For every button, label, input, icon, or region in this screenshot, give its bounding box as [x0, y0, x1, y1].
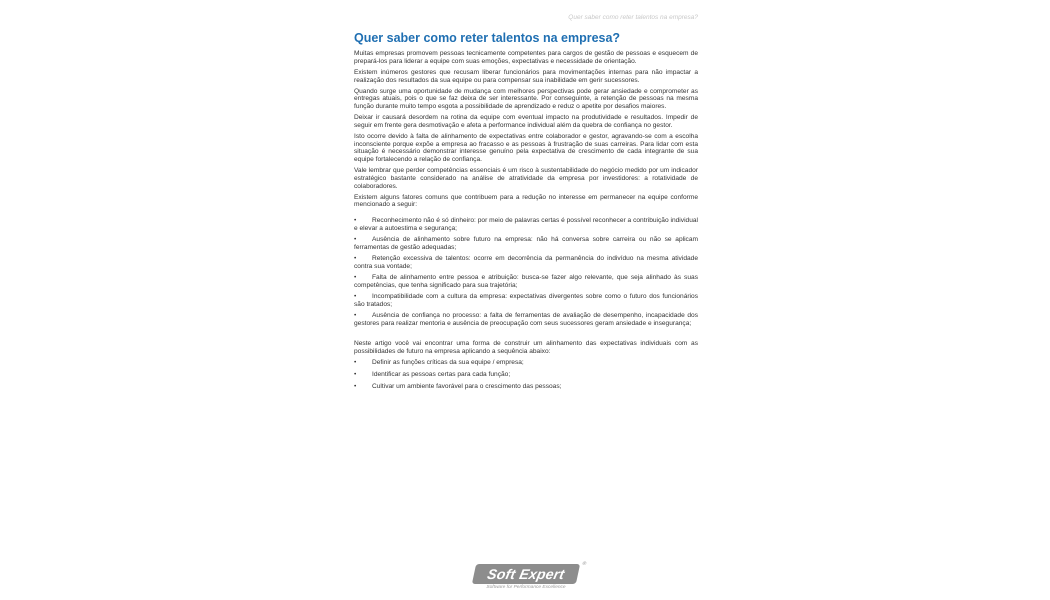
- paragraph: Quando surge uma oportunidade de mudança com melhores perspectivas pode gerar ansiedade e comprometer as entregas atuais, pois o que se faz deixa de ser interessante. Por conseguinte, a retenção de pessoas na mesma função durante muito tempo esgota a possibilidade de aprendizado e reduz o apetite por desafios maiores.: [354, 87, 698, 110]
- list-item: [354, 236, 698, 251]
- bullet-icon: •: [354, 382, 357, 390]
- list-item: [354, 293, 698, 308]
- bullet-icon: •: [354, 236, 357, 243]
- list-item-text: Retenção excessiva de talentos: ocorre em decorrência da permanência do indivíduo na mesma atividade contra sua vontade;: [354, 255, 698, 270]
- registered-mark: ®: [581, 561, 587, 567]
- list-item: [354, 383, 698, 391]
- softexpert-logo: [470, 561, 587, 594]
- bullet-icon: •: [354, 359, 357, 367]
- list-item: [354, 312, 698, 327]
- bullet-icon: •: [354, 217, 357, 224]
- list-item-text: Reconhecimento não é só dinheiro: por meio de palavras certas é possível reconhecer a contribuição individual e elevar a autoestima e segurança;: [354, 217, 698, 232]
- bullet-icon: •: [354, 312, 357, 319]
- list-item-text: Incompatibilidade com a cultura da empresa: expectativas divergentes sobre como o futuro dos funcionários são tratados;: [354, 293, 698, 308]
- list-item: [354, 274, 698, 289]
- list-item-text: Ausência de confiança no processo: a falta de ferramentas de avaliação de desempenho, incapacidade dos gestores para realizar mentoria e ausência de preocupação com seus sucessores geram ansiedade e insegurança;: [354, 312, 698, 327]
- paragraph: Existem inúmeros gestores que recusam liberar funcionários para movimentações internas para não impactar a realização dos resultados da sua equipe ou para compensar sua inabilidade em gerir sucessores.: [354, 68, 698, 84]
- list-item-text: Falta de alinhamento entre pessoa e atribuição: busca-se fazer algo relevante, que seja alinhado às suas competências, que tenha significado para sua trajetória;: [354, 274, 698, 289]
- paragraph: Existem alguns fatores comuns que contribuem para a redução no interesse em permanecer na equipe conforme mencionado a seguir:: [354, 193, 698, 209]
- logo-text: Soft Expert: [485, 566, 567, 582]
- bullet-icon: •: [354, 370, 357, 378]
- bullet-icon: •: [354, 255, 357, 262]
- outro-paragraph: Neste artigo você vai encontrar uma forma de construir um alinhamento das expectativas individuais com as possibilidades de futuro na empresa aplicando a sequência abaixo:: [354, 340, 698, 356]
- steps-list: [354, 359, 698, 390]
- list-item-text: Definir as funções críticas da sua equipe / empresa;: [372, 359, 524, 367]
- logo-badge: [472, 561, 587, 584]
- paragraph: Muitas empresas promovem pessoas tecnicamente competentes para cargos de gestão de pessoas e esquecem de prepará-los para liderar a equipe com suas emoções, expectativas e necessidade de orientação.: [354, 50, 698, 65]
- list-item: [354, 255, 698, 270]
- document-page: [354, 14, 698, 394]
- paragraph: Isto ocorre devido à falta de alinhamento de expectativas entre colaborador e gestor, agravando-se com a escolha inconsciente porque expõe a empresa ao fracasso e as pessoas à frustração de suas carreiras. Para lidar com esta situação é necessário demonstrar interesse genuíno pela expectativa de crescimento de cada integrante de sua equipe fortalecendo a relação de confiança.: [354, 132, 698, 163]
- article-title: Quer saber como reter talentos na empresa?: [354, 31, 621, 45]
- paragraph: Vale lembrar que perder competências essenciais é um risco à sustentabilidade do negócio medido por um indicador estratégico bastante considerado na análise de atratividade da empresa por investidores: a rotatividade de colaboradores.: [354, 167, 698, 190]
- paragraph: Deixar ir causará desordem na rotina da equipe com eventual impacto na produtividade e resultados. Impedir de seguir em frente gera desmotivação e afeta a performance individual além da quebra de confiança no gestor.: [354, 114, 698, 129]
- list-item: [354, 217, 698, 232]
- list-item-text: Ausência de alinhamento sobre futuro na empresa: não há conversa sobre carreira ou não se aplicam ferramentas de gestão adequadas;: [354, 236, 698, 251]
- list-item: [354, 371, 698, 379]
- bullet-icon: •: [354, 274, 357, 281]
- list-item: [354, 359, 698, 367]
- running-header: Quer saber como reter talentos na empresa?: [568, 14, 698, 21]
- list-item-text: Cultivar um ambiente favorável para o crescimento das pessoas;: [372, 382, 562, 390]
- factors-list: [354, 217, 698, 327]
- logo-tagline: Software for Performance Excellence: [486, 585, 566, 590]
- bullet-icon: •: [354, 293, 357, 300]
- list-item-text: Identificar as pessoas certas para cada função;: [372, 370, 511, 378]
